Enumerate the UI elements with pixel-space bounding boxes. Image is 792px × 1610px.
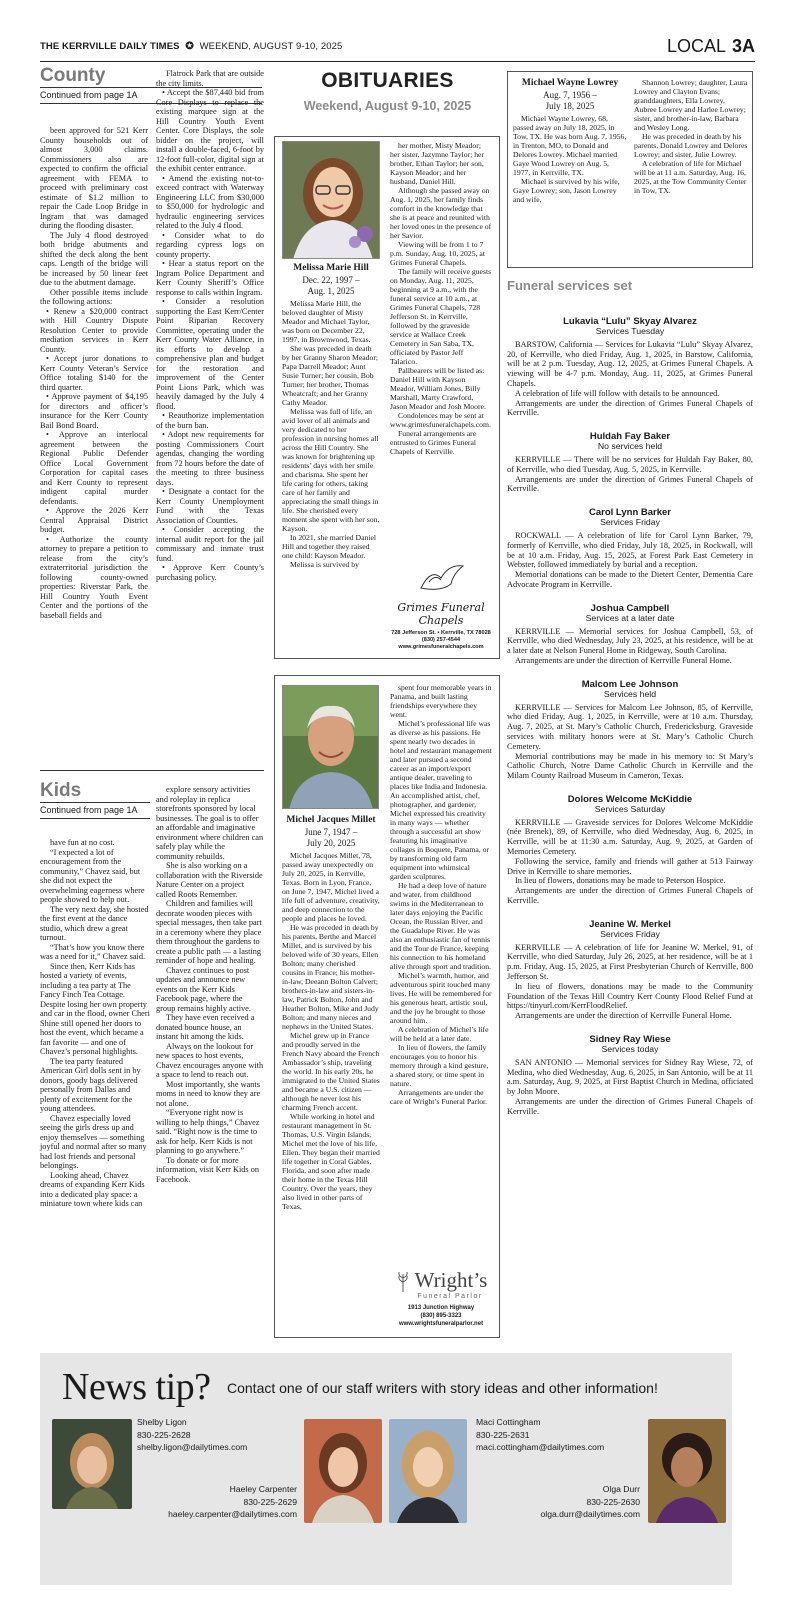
- funeral-notice-when: Services today: [601, 1044, 659, 1055]
- melissa-photo: [282, 141, 380, 259]
- article-paragraph: • Approve payment of $4,195 for directors and officer’s insurance for the Kerr County Bail Bond Board.: [40, 392, 148, 430]
- writer-photo-shelby: [52, 1419, 132, 1509]
- article-paragraph: have fun at no cost.: [50, 838, 115, 847]
- article-paragraph: • Consider a resolution supporting the East Kerr/Center Point Riparian Recovery Committee, operating under the Kerr County Water Alliance, in its efforts to develop a comprehensive plan and budget for the restoration and improvement of the Center Point Lions Park, which was heavily damaged by the July 4 flood.: [156, 297, 264, 411]
- funeral-notice-when: No services held: [597, 441, 663, 452]
- article-paragraph: “Everyone right now is willing to help things,” Chavez said. “Right now is the time to ask for help. Kerr Kids is not planning to go anywhere.”: [156, 1108, 260, 1155]
- article-paragraph: Chavez especially loved seeing the girls dress up and enjoy themselves — something joyful and normal after so many had lost friends and personal belongings.: [40, 1113, 147, 1170]
- funeral-notice-paragraph: Arrangements are under the direction of Grimes Funeral Chapels of Kerrville.: [507, 398, 753, 418]
- writer-name: Haeley Carpenter: [229, 1484, 297, 1494]
- lowrey-col-1: [513, 78, 627, 204]
- writer-phone[interactable]: 830-225-2628: [137, 1429, 191, 1440]
- section-label: [667, 36, 755, 57]
- wrights-website[interactable]: www.wrightsfuneralparlor.net: [398, 1321, 484, 1327]
- funeral-services-list: [507, 316, 753, 1130]
- article-paragraph: • Reauthorize implementation of the burn ban.: [156, 411, 264, 430]
- funeral-notice-paragraph: Memorial donations can be made to the Dietert Center, Dementia Care Advocate Program in Kerrville.: [507, 570, 753, 589]
- obituary-paragraph: Shannon Lowrey; daughter, Laura Lowrey and Clayton Evans; granddaughters, Ella Lowrey, Aubree Lowrey and Harlee Lowrey; sister, and brother-in-law, Barbara and Wesley Long.: [634, 78, 748, 132]
- article-paragraph: Most importantly, she wants moms in need to know they are not alone.: [156, 1079, 261, 1108]
- obituary-paragraph: In lieu of flowers, the family encourages you to honor his memory through a kind gesture, a shared story, or time spent in nature.: [390, 1043, 489, 1088]
- funeral-notice-paragraph: Arrangements are under the direction of Grimes Funeral Chapels of Kerrville.: [507, 886, 753, 906]
- county-continued: Continued from page 1A: [40, 87, 262, 105]
- obituary-paragraph: Michel’s warmth, humor, and adventurous spirit touched many lives. He will be remembered for his generous heart, artistic soul, and the joy he brought to those around him.: [390, 971, 492, 1025]
- lowrey-text-1: [513, 114, 627, 204]
- article-paragraph: Other possible items include the following actions:: [40, 287, 148, 306]
- obituary-paragraph: Pallbearers will be listed as: Daniel Hill with Kayson Meador, William Jones, Billy Marshall, Marty Crawford, Jason Meador and Josh Moore.: [390, 366, 486, 411]
- funeral-notice: [507, 507, 753, 590]
- section-name: LOCAL: [666, 36, 726, 56]
- writer-photo-olga: [648, 1419, 726, 1523]
- wrights-sub: Funeral Parlor: [417, 1293, 483, 1300]
- portrait-image: [283, 686, 379, 809]
- lowrey-dates: Aug. 7, 1956 – July 18, 2025: [543, 90, 597, 111]
- melissa-col-1: [282, 263, 380, 569]
- article-paragraph: Since then, Kerr Kids has hosted a variety of events, including a tea party at The Fancy Finch Tea Cottage. Despite losing her own property and car in the flood, owner Cheri Shine still opened her doors to host the event, which became a fan favorite — and one of Chavez’s personal highlights.: [40, 961, 150, 1056]
- lowrey-col-2: [634, 78, 748, 195]
- wrights-ad: [390, 1268, 492, 1328]
- writer-email[interactable]: shelby.ligon@dailytimes.com: [137, 1442, 248, 1452]
- obituary-paragraph: Melissa Marie Hill, the beloved daughter of Misty Meador and Michael Taylor, was born on December 22, 1997, in Brownwood, Texas.: [282, 299, 371, 344]
- funeral-notice: [507, 603, 753, 666]
- obituary-paragraph: Viewing will be from 1 to 7 p.m. Sunday, Aug. 10, 2025, at Grimes Funeral Chapels.: [390, 240, 485, 267]
- writer-photo-haeley: [304, 1419, 382, 1523]
- article-paragraph: explore sensory activities and roleplay in replica storefronts sponsored by local businesses. The goal is to offer an affordable and imaginative environment where children can safely play while the community rebuilds.: [156, 785, 264, 861]
- article-paragraph: The very next day, she hosted the first event at the dance studio, which drew a great turnout.: [40, 904, 149, 942]
- masthead: [40, 41, 342, 52]
- grimes-website[interactable]: www.grimesfuneralchapels.com: [398, 644, 484, 650]
- obituary-paragraph: He was preceded in death by his parents, Donald Lowrey and Delores Lowrey; and sister, Julie Lowrey.: [634, 132, 748, 159]
- writer-info-shelby: [137, 1416, 247, 1454]
- grimes-phone: (830) 257-4544: [421, 637, 461, 643]
- funeral-notice-paragraph: Arrangements are under the direction of Grimes Funeral Chapels of Kerrville.: [507, 1097, 753, 1116]
- wrights-address: 1913 Junction Highway: [407, 1305, 475, 1311]
- article-paragraph: • Approve Kerr County’s purchasing policy.: [156, 563, 264, 582]
- obituary-paragraph: In 2021, she married Daniel Hill and together they raised one child: Kayson Meador.: [282, 533, 377, 560]
- funeral-notice-paragraph: KERRVILLE — There will be no services for Huldah Fay Baker, 80, of Kerrville, who died Tuesday, Aug. 5, 2025, in Kerrville.: [507, 454, 753, 474]
- kids-title: Kids: [40, 780, 82, 801]
- article-paragraph: • Accept the $87,440 bid from Core Displays to replace the existing marquee sign at the Hill Country Youth Event Center. Core Displays, the sole bidder on the project, will install a double-faced, 6-foot by 12-foot full-color, digital sign at the exhibit center entrance.: [156, 88, 264, 173]
- funeral-notice-when: Services at a later date: [585, 612, 675, 623]
- article-paragraph: been approved for 521 Kerr County households out of almost 3,000 claims. Commissioners also are expected to confirm the official agreement with FEMA to proceed with preliminary cost estimate of $1.2 million to repair the Cade Loop Bridge in Ingram that was damaged during the flooding disaster.: [40, 126, 148, 230]
- portrait-image: [389, 1419, 467, 1523]
- article-paragraph: The tea party featured American Girl dolls sent in by donors, goody bags delivered personally from Dallas and plenty of excitement for the young attendees.: [40, 1056, 141, 1113]
- kids-column-1: [40, 838, 150, 1209]
- michel-photo: [282, 685, 379, 809]
- funeral-notice: [507, 794, 753, 906]
- portrait-image: [304, 1419, 382, 1523]
- michel-dates: June 7, 1947 – July 20, 2025: [304, 827, 358, 848]
- obituary-paragraph: The family will receive guests on Monday, Aug. 11, 2025, beginning at 9 a.m., with the funeral service at 10 a.m., at Grimes Funeral Chapels, 728 Jefferson St. in Kerrville, followed by the graveside service at Wallace Creek Cemetery in San Saba, TX, officiated by Pastor Jeff Talarico.: [390, 267, 492, 366]
- funeral-notice-paragraph: ROCKWALL — A celebration of life for Carol Lynn Barker, 79, formerly of Kerrville, who died Friday, July 18, 2025, in Rockwall, will be at 10 a.m. Friday, Aug. 15, 2025, at Forest Park East Cemetery in Webster, followed immediately by burial and a reception.: [507, 530, 753, 570]
- article-paragraph: The July 4 flood destroyed both bridge abutments and shifted the deck along the bent caps. Length of the bridge will be increased by 50 linear feet due to the abutment damage.: [40, 230, 148, 287]
- funeral-notice: [507, 919, 753, 1021]
- melissa-text-1: [282, 299, 380, 569]
- wheat-logo-icon: [395, 1270, 411, 1292]
- funeral-notice-when: Services Tuesday: [595, 326, 665, 336]
- portrait-image: [648, 1419, 726, 1523]
- news-tip-tagline: Contact one of our staff writers with story ideas and other information!: [227, 1380, 658, 1396]
- obituaries-title: OBITUARIES: [321, 69, 454, 92]
- writer-info-olga: [541, 1483, 640, 1521]
- page-header: [40, 36, 755, 62]
- article-paragraph: Children and families will decorate wooden pieces with special messages, then take part in a ceremony where they place them throughout the gardens to create a public path — a lasting reminder of hope and healing.: [156, 899, 262, 965]
- funeral-notice-when: Services held: [603, 688, 657, 699]
- writer-photo-maci: [389, 1419, 467, 1523]
- funeral-notice-paragraph: BARSTOW, California — Services for Lukavia “Lulu” Skyay Alvarez, 20, of Kerrville, who died Friday, Aug. 1, 2025, in Barstow, California, will be at 2 p.m. Tuesday, Aug. 12, 2025, at Grimes Funeral Chapels. A viewing will be 4-7 p.m. Monday, Aug. 11, 2025, at Grimes Funeral Chapels.: [507, 339, 753, 388]
- obituary-paragraph: Although she passed away on Aug. 1, 2025, her family finds comfort in the knowledge that she is at peace and reunited with her loved ones in the presence of her Savior.: [390, 186, 492, 240]
- funeral-notice-name: Huldah Fay Baker: [589, 431, 671, 443]
- writer-email[interactable]: haeley.carpenter@dailytimes.com: [168, 1509, 297, 1519]
- funeral-notice-paragraph: Arrangements are under the direction of Kerrville Funeral Home.: [515, 1011, 732, 1021]
- funeral-notice-paragraph: Following the service, family and friends will gather at 513 Fairway Drive in Kerrville to share memories.: [507, 856, 753, 876]
- writer-phone[interactable]: 830-225-2629: [243, 1496, 297, 1507]
- county-column-2: [156, 69, 264, 582]
- county-column-1: [40, 126, 148, 620]
- obituary-paragraph: Michael Wayne Lowrey, 68, passed away on July 18, 2025, in Tow, TX. He was born Aug. 7, 1956, in Trenton, MO, to Donald and Delores Lowrey. Michael married Gaye Wood Lowrey on Aug. 5, 1977, in Kerrville, TX.: [513, 114, 627, 177]
- obituary-paragraph: Melissa was full of life, an avid lover of all animals and very dedicated to her profession in nursing homes all across the Hill Country. She was known for brightening up residents’ days with her smile and charisma. She spent her life caring for others, taking care of her family and appreciating the small things in life. She cherished every moment she spent with her son, Kayson.: [282, 407, 380, 533]
- obituary-paragraph: Funeral arrangements are entrusted to Grimes Funeral Chapels of Kerrville.: [390, 429, 477, 456]
- article-paragraph: • Approve an interlocal agreement between the Regional Public Defender Office Local Government Corporation for capital cases and Kerr County to represent indigent capital murder defendants.: [40, 430, 148, 506]
- obituary-paragraph: Michel’s professional life was as diverse as his passions. He spent nearly two decades in hotel and restaurant management and later pursued a second career as an import/export antique dealer, traveling to places like India and Indonesia. An accomplished artist, chef, photographer, and gardener, Michel expressed his creativity in many ways — whether through a successful art show featuring his imaginative collages in Boquete, Panama, or by transforming old farm equipment into whimsical garden sculptures.: [390, 719, 492, 881]
- article-paragraph: She is also working on a collaboration with the Riverside Nature Center on a project called Roots Remember.: [156, 861, 263, 899]
- article-paragraph: • Hear a status report on the Ingram Police Department and Kerr County Sheriff’s Office response to calls within Ingram.: [156, 259, 264, 297]
- obituary-paragraph: Melissa is survived by: [290, 560, 359, 569]
- funeral-notice-paragraph: KERRVILLE — A celebration of life for Jeanine W. Merkel, 91, of Kerrville, who died Saturday, July 26, 2025, at her residence, will be at 1 p.m. Friday, Aug. 15, 2025, at First Presbyterian Church of Kerrville, 800 Jefferson St.: [507, 942, 753, 982]
- writer-email[interactable]: maci.cottingham@dailytimes.com: [476, 1442, 605, 1452]
- article-paragraph: Chavez continues to post updates and announce new events on the Kerr Kids Facebook page, where the group remains highly active.: [156, 965, 251, 1013]
- obituary-paragraph: A celebration of Michel’s life will be held at a later date.: [390, 1025, 489, 1043]
- obituary-paragraph: He had a deep love of nature and water, from childhood swims in the Mediterranean to later days enjoying the Pacific Ocean, the Russian River, and the Guadalupe River. He was also an enthusiastic fan of tennis and the Tour de France, keeping his connection to his homeland alive through sport and tradition.: [390, 881, 491, 971]
- article-paragraph: Looking ahead, Chavez dreams of expanding Kerr Kids into a dedicated play space: a miniature town where kids can: [40, 1170, 145, 1208]
- article-paragraph: To donate or for more information, visit Kerr Kids on Facebook.: [156, 1155, 260, 1184]
- melissa-col-2: [390, 141, 492, 456]
- article-paragraph: • Adopt new requirements for posting Commissioners Court agendas, changing the wording from 72 hours before the date of the meeting to three business days.: [156, 430, 264, 487]
- article-paragraph: • Consider accepting the internal audit report for the jail commissary and inmate trust fund.: [156, 525, 264, 563]
- grimes-address: 728 Jefferson St. • Kerrville, TX 78028: [391, 630, 491, 636]
- melissa-name: Melissa Marie Hill: [293, 263, 369, 273]
- writer-info-haeley: [168, 1483, 297, 1521]
- funeral-notice-name: Carol Lynn Barker: [588, 507, 671, 519]
- wrights-phone: (830) 895-3323: [420, 1313, 462, 1319]
- paper-name: THE KERRVILLE DAILY TIMES: [40, 41, 180, 52]
- grimes-name: Grimes Funeral Chapels: [397, 601, 485, 627]
- article-paragraph: • Approve the 2026 Kerr Central Appraisal District budget.: [40, 506, 148, 534]
- funeral-notice-paragraph: Memorial contributions may be made in his memory to: St Mary’s Catholic Church, Notre Dame Catholic Church in Kerrville and the Milam County Railroad Museum in Cameron, Texas.: [507, 751, 753, 781]
- funeral-notice-paragraph: In lieu of flowers, donations may be made to the Community Foundation of the Texas Hill Country Kerr County Flood Relief Fund at https://tinyurl.com/KerrFloodRelief.: [507, 981, 753, 1011]
- funeral-notice-name: Joshua Campbell: [590, 602, 670, 614]
- wrights-name: Wright’s: [414, 1268, 488, 1292]
- obituary-paragraph: While working in hotel and restaurant management in St. Thomas, U.S. Virgin Islands, Michel met the love of his life, Ellen. They began their married life together in Coral Gables, Florida, and soon after made their home in the Texas Hill Country. Over the years, they also lived in other parts of Texas,: [282, 1112, 380, 1211]
- obituary-paragraph: her mother, Misty Meador; her sister, Jazymne Taylor; her brother, Ethan Taylor; her son, Kayson Meador; and her husband, Daniel Hill.: [390, 141, 485, 186]
- article-paragraph: • Renew a $20,000 contract with Hill Country Dispute Resolution Center to provide mediation services in Kerr County.: [40, 306, 148, 354]
- obituary-paragraph: Michel grew up in France and proudly served in the French Navy aboard the French Ambassador’s ship, traveling the world. In his early 20s, he immigrated to the United States and became a U.S. citizen — although he never lost his charming French accent.: [282, 1031, 380, 1112]
- funeral-notice: [507, 431, 753, 494]
- page-number: 3A: [731, 36, 755, 56]
- funeral-notice-name: Malcom Lee Johnson: [581, 678, 679, 690]
- michel-text-1: [282, 851, 380, 1211]
- obituary-paragraph: Michel Jacques Millet, 78, passed away unexpectedly on July 20, 2025, in Kerrville, Texas. Born in Lyon, France, on June 7, 1947, Michel lived a life full of adventure, creativity, and deep connection to the people and places he loved.: [282, 851, 380, 923]
- obituary-paragraph: Arrangements are under the care of Wright’s Funeral Parlor.: [390, 1088, 488, 1106]
- michel-col-1: [282, 815, 380, 1211]
- news-tip-title: News tip?: [62, 1366, 211, 1408]
- funeral-notice-paragraph: KERRVILLE — Memorial services for Joshua Campbell, 53, of Kerrville, who died Wednesday, July 23, 2025, at his residence, will be at a later date at Nelson Funeral Home in Ridgeway, South Carolina.: [507, 626, 753, 656]
- article-paragraph: • Designate a contact for the Kerr County Unemployment Fund with the Texas Association of Counties.: [156, 487, 264, 525]
- funeral-services-title: Funeral services set: [507, 278, 633, 293]
- obituary-paragraph: A celebration of life for Michael will be at 11 a.m. Saturday, Aug. 16, 2025, at the Tow Community Center in Tow, TX.: [634, 159, 747, 195]
- funeral-notice-name: Sidney Ray Wiese: [589, 1034, 671, 1046]
- portrait-image: [283, 142, 380, 259]
- lowrey-name: Michael Wayne Lowrey: [521, 78, 619, 88]
- funeral-notice-paragraph: Arrangements are under the direction of Grimes Funeral Chapels of Kerrville.: [507, 474, 753, 494]
- funeral-notice-paragraph: KERRVILLE — Graveside services for Dolores Welcome McKiddie (née Brenek), 89, of Kerrville, who died Wednesday, Aug. 6, 2025, in Kerrville, will be at 11:30 a.m. Saturday, Aug. 9, 2025, at Garden of Memories Cemetery.: [507, 817, 753, 857]
- writer-phone[interactable]: 830-225-2631: [476, 1429, 530, 1440]
- obituaries-subtitle: Weekend, August 9-10, 2025: [303, 99, 472, 113]
- article-paragraph: Always on the lookout for new spaces to host events, Chavez encourages anyone with a space to lend to reach out.: [156, 1041, 264, 1079]
- doves-logo-icon: [411, 558, 471, 596]
- writer-email[interactable]: olga.durr@dailytimes.com: [540, 1509, 640, 1519]
- funeral-notice-paragraph: SAN ANTONIO — Memorial services for Sidney Ray Wiese, 72, of Medina, who died Wednesday, Aug. 6, 2025, in San Antonio, will be at 11 a.m. Saturday, Aug. 9, 2025, at First Baptist Church in Medina, officiated by John Moore.: [507, 1057, 753, 1097]
- article-paragraph: “That’s how you know there was a need for it,” Chavez said.: [40, 942, 146, 961]
- article-paragraph: • Amend the existing not-to-exceed contract with Waterway Engineering LLC from $30,000 to $50,000 for hydrologic and hydraulic engineering services related to the July 4 flood.: [156, 173, 264, 230]
- county-title: County: [40, 65, 106, 86]
- news-tip-banner: [40, 1353, 732, 1585]
- article-paragraph: Flatrock Park that are outside the city limits.: [156, 69, 264, 88]
- funeral-notice-when: Services Saturday: [594, 803, 666, 814]
- obituary-paragraph: Condolences may be sent at www.grimesfuneralchapels.com.: [390, 411, 491, 429]
- writer-name: Olga Durr: [602, 1484, 640, 1494]
- writer-phone[interactable]: 830-225-2630: [586, 1496, 640, 1507]
- article-paragraph: • Consider what to do regarding cypress logs on county property.: [156, 230, 264, 259]
- funeral-notice: [507, 316, 753, 418]
- funeral-notice-paragraph: Arrangements are under the direction of Kerrville Funeral Home.: [515, 655, 732, 665]
- article-paragraph: • Authorize the county attorney to prepare a petition to release from the city’s extraterritorial jurisdiction the following county-owned properties: Riverstar Park, the Hill Country Youth Event Center and the portions of the baseball fields and: [40, 534, 148, 620]
- writer-name: Maci Cottingham: [476, 1417, 541, 1427]
- obituary-paragraph: He was preceded in death by his parents, Berthe and Marcel Millet, and is survived by his beloved wife of 30 years, Ellen Bolton; many cherished cousins in France; his mother-in-law, Deeann Bolton Calvert; brothers-in-law and sisters-in-law, Patrick Bolton, John and Heather Bolton, Mike and Judy Bolton; and many nieces and nephews in the United States.: [282, 923, 379, 1031]
- kids-column-2: [156, 785, 264, 1184]
- funeral-notice-paragraph: In lieu of flowers, donations may be made to Peterson Hospice.: [515, 876, 726, 886]
- article-paragraph: “I expected a lot of encouragement from the community,” Chavez said, but she did not expect the overwhelming eagerness where people showed to help out.: [40, 847, 145, 904]
- issue-date: WEEKEND, AUGUST 9-10, 2025: [199, 41, 343, 52]
- obituaries-header: [275, 69, 500, 113]
- funeral-notice-paragraph: A celebration of life will follow with details to be announced.: [515, 388, 720, 398]
- star-icon: ✪: [185, 41, 194, 52]
- funeral-notice-name: Jeanine W. Merkel: [589, 918, 671, 930]
- funeral-notice-when: Services Friday: [600, 517, 660, 528]
- funeral-notice: [507, 1034, 753, 1117]
- funeral-notice-name: Dolores Welcome McKiddie: [567, 793, 693, 805]
- michel-col-2: [390, 683, 492, 1106]
- funeral-notice-paragraph: KERRVILLE — Services for Malcom Lee Johnson, 85, of Kerrville, who died Friday, Aug. 1, 2025, in Kerrville, were at 10 a.m. Thursday, Aug. 7, 2025, at St. Mary’s Catholic Church, Fredericksburg. Graveside services with military honors were at St. Mary’s Catholic Church Cemetery.: [507, 702, 753, 751]
- writer-info-maci: [476, 1416, 604, 1454]
- michel-name: Michel Jacques Millet: [286, 815, 376, 825]
- funeral-notice-name: Lukavia “Lulu” Skyay Alvarez: [563, 316, 697, 327]
- obituary-paragraph: Michael is survived by his wife, Gaye Lowrey; son, Jason Lowrey and wife,: [513, 177, 620, 204]
- melissa-dates: Dec. 22, 1997 – Aug. 1, 2025: [302, 275, 360, 296]
- article-paragraph: They have even received a donated bounce house, an instant hit among the kids.: [156, 1013, 255, 1041]
- writer-name: Shelby Ligon: [137, 1417, 187, 1427]
- portrait-image: [52, 1419, 132, 1509]
- article-paragraph: • Accept juror donations to Kerr County Veteran’s Service Office totaling $140 for the third quarter.: [40, 354, 148, 392]
- funeral-notice: [507, 679, 753, 781]
- funeral-notice-when: Services Friday: [600, 928, 660, 939]
- obituary-paragraph: She was preceded in death by her Granny Sharon Meador; Papa Darrell Meador; Aunt Susie Turner; her cousin, Bob Turner; her brother, Thomas Wheatcraft; and her Granny Cathy Meador.: [282, 344, 379, 407]
- grimes-ad: [390, 558, 492, 651]
- kids-continued: Continued from page 1A: [40, 802, 150, 820]
- section-divider: [40, 770, 264, 771]
- obituary-paragraph: spent four memorable years in Panama, and built lasting friendships everywhere they went.: [390, 683, 492, 719]
